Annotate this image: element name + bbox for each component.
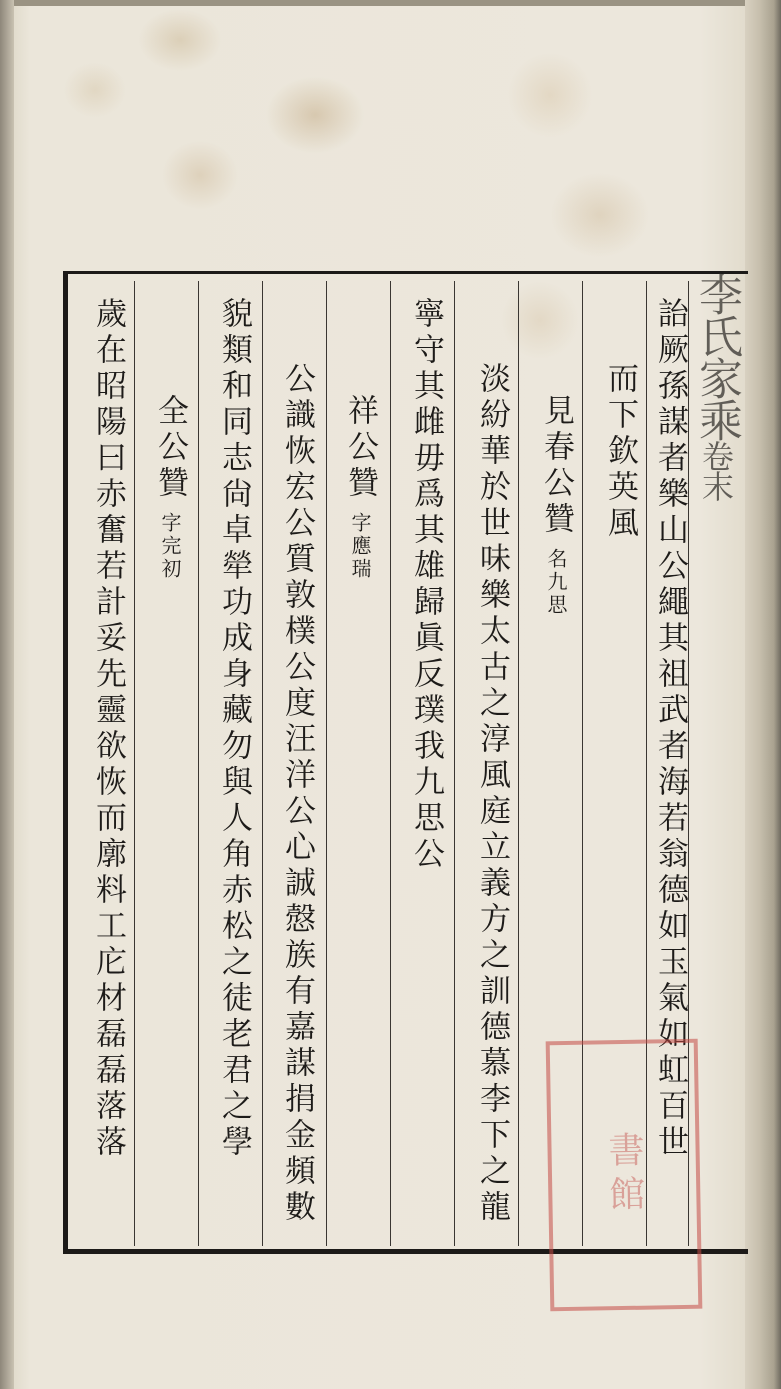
volume-label: 卷末 (697, 440, 735, 500)
text-column-3 (536, 394, 576, 617)
page-right-edge (745, 0, 781, 1389)
text-column-10: 歲在昭陽曰赤奮若計妥先靈欲恢而廓料工庀材磊磊落落 (90, 297, 126, 1161)
section-heading: 全公贊 (152, 394, 188, 502)
section-note: 字應瑞 (348, 512, 372, 581)
book-spine (0, 0, 14, 1389)
section-heading: 見春公贊 (538, 394, 574, 538)
text-column-8: 貌類和同志尙卓犖功成身藏勿與人角赤松之徒老君之學 (216, 297, 252, 1161)
column-rule (262, 281, 263, 1246)
column-rule (134, 281, 135, 1246)
text-column-2: 而下欽英風 (602, 362, 638, 542)
text-column-9 (150, 394, 190, 581)
section-note: 字完初 (158, 512, 182, 581)
library-seal: 書館 (546, 1039, 703, 1312)
column-rule (326, 281, 327, 1246)
column-rule (390, 281, 391, 1246)
text-column-7: 公識恢宏公質敦樸公度汪洋公心誠慤族有嘉謀捐金頻數 (279, 362, 315, 1226)
section-heading: 祥公贊 (342, 394, 378, 502)
page-header (688, 272, 748, 602)
column-rule (518, 281, 519, 1246)
text-column-5: 寧守其雌毋爲其雄歸眞反璞我九思公 (408, 297, 444, 873)
book-title: 李氏家乘 (691, 272, 742, 440)
text-column-4: 淡紛華於世味樂太古之淳風庭立義方之訓德慕李下之龍 (474, 362, 510, 1226)
column-rule (454, 281, 455, 1246)
page-top-edge (0, 0, 781, 6)
column-rule (198, 281, 199, 1246)
text-column-6 (340, 394, 380, 581)
section-note: 名九思 (544, 548, 568, 617)
text-column-1: 詒厥孫謀者樂山公繩其祖武者海若翁德如玉氣如虹百世 (652, 297, 688, 1161)
